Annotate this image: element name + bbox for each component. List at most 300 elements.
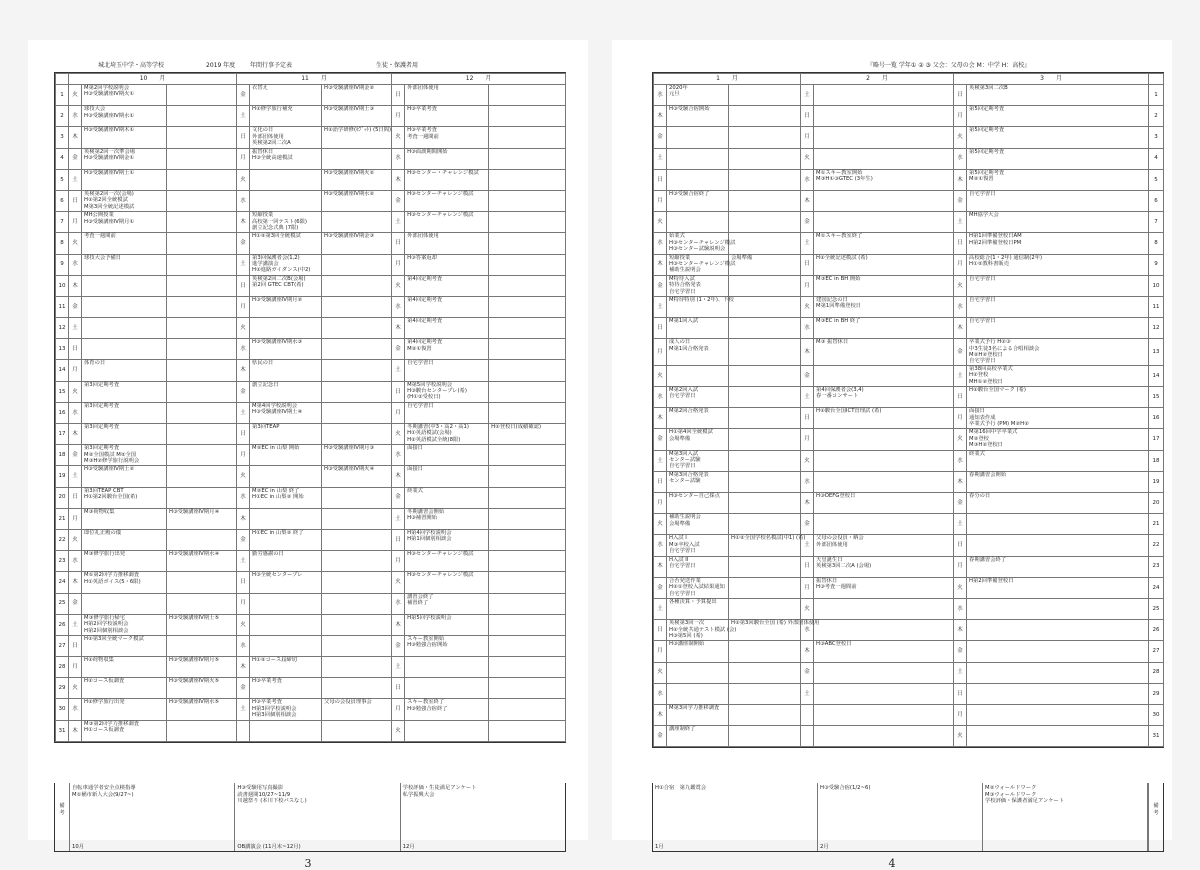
event-line: 英検第2回二次A [252, 140, 291, 147]
day-number: 15 [56, 381, 69, 402]
event-cell-oct-extra [167, 381, 237, 402]
event-line: 自宅学習日 [969, 296, 996, 303]
event-line: 春分の日 [969, 493, 991, 499]
event-cell-jan [667, 408, 729, 429]
event-line: H③受験講座Ⅳ期木① [84, 127, 135, 134]
event-cell-jan-extra [729, 429, 801, 450]
event-line: H第1回個別相談会 [407, 536, 452, 543]
event-line: M③EC in BH 開始 [816, 275, 861, 282]
event-cell-nov [250, 551, 322, 572]
event-cell-jan [667, 190, 729, 211]
weekday: 月 [237, 593, 250, 614]
weekday: 火 [954, 726, 967, 747]
event-line: 面接日 [969, 408, 985, 415]
event-line: MH公開授業 [84, 212, 114, 219]
event-cell-oct-extra [167, 169, 237, 190]
weekday: 土 [954, 514, 967, 535]
right-calendar-table [653, 73, 1164, 747]
event-cell-feb [814, 450, 954, 471]
weekday: 水 [801, 169, 814, 190]
day-row [654, 683, 1164, 704]
day-row [56, 190, 566, 211]
event-line: H③受験講座Ⅳ期火① [84, 91, 135, 98]
event-line: H②修学旅行補充 [252, 106, 293, 113]
event-cell-oct [82, 381, 167, 402]
note-line: 川越祭り (本川下校バスなし) [237, 798, 307, 804]
event-cell-mar [967, 190, 1149, 211]
event-cell-oct-extra [167, 720, 237, 741]
event-line: 第38回高校卒業式 [969, 365, 1013, 372]
event-cell-jan-extra [729, 212, 801, 233]
event-cell-oct-extra [167, 127, 237, 148]
event-cell-oct-extra [167, 254, 237, 275]
event-cell-nov [250, 275, 322, 296]
event-cell-dec [405, 360, 489, 381]
event-cell-nov [250, 508, 322, 529]
event-line: H③センター・チャレンジ模試 [407, 169, 479, 176]
day-row [56, 275, 566, 296]
weekday: 土 [654, 450, 667, 471]
event-line: H②修学旅行出発 [84, 699, 125, 706]
event-line: H③卒業考査 [252, 678, 282, 685]
event-line: M③荷物収集 [84, 508, 115, 515]
event-cell-jan [667, 683, 729, 704]
weekday: 木 [654, 704, 667, 725]
month-header-jan: 1 月 [654, 74, 801, 85]
event-cell-oct-extra: H③受験講座Ⅳ期月⑤ [167, 657, 237, 678]
weekday: 木 [237, 212, 250, 233]
weekday: 金 [954, 190, 967, 211]
event-line: M第3回合格発表 [669, 471, 709, 478]
day-row [56, 106, 566, 127]
weekday: 火 [801, 450, 814, 471]
day-row [654, 127, 1164, 148]
event-line: M③卒校入試 [669, 541, 700, 548]
event-line: 外部団体使用 [407, 233, 439, 240]
weekday: 木 [69, 275, 82, 296]
day-row [56, 148, 566, 169]
day-row [654, 339, 1164, 366]
weekday: 土 [69, 466, 82, 487]
event-line: 英検第2回二次B(会場) [252, 275, 306, 282]
month-header-row [654, 74, 1164, 85]
weekday: 月 [801, 127, 814, 148]
event-cell-dec [405, 190, 489, 211]
event-line: センター試験 [669, 457, 701, 464]
event-line: M第4回学校説明会 [252, 402, 298, 409]
event-cell-nov-extra [322, 424, 392, 445]
weekday: 日 [237, 572, 250, 593]
day-number: 7 [1149, 212, 1164, 233]
day-row [56, 572, 566, 593]
left-page [28, 40, 588, 870]
event-cell-jan-extra [729, 493, 801, 514]
day-row [56, 233, 566, 254]
event-line: M第3回学力推移調査 [669, 704, 720, 711]
event-line: H③駿台センタープレ(希) [407, 388, 467, 395]
event-cell-feb [814, 408, 954, 429]
weekday: 水 [237, 487, 250, 508]
weekday: 木 [392, 318, 405, 339]
event-line: 自宅学習日 [407, 402, 434, 409]
event-line: 通知表作成 [969, 414, 996, 421]
weekday: 土 [237, 699, 250, 720]
event-line: H第1回準備登校日AM [969, 233, 1022, 240]
event-cell-dec [405, 402, 489, 423]
weekday: 日 [954, 85, 967, 106]
event-line: H第4回学校説明会 [407, 529, 452, 536]
weekday: 土 [237, 551, 250, 572]
weekday: 月 [237, 296, 250, 317]
weekday: 月 [654, 493, 667, 514]
weekday: 水 [392, 296, 405, 317]
event-cell-jan-extra: 会場準備 [729, 254, 801, 275]
weekday: 火 [69, 678, 82, 699]
weekday: 火 [237, 169, 250, 190]
event-line: M③修学旅行帰宅 [84, 614, 126, 621]
event-line: 補助生説明会 [669, 514, 701, 521]
event-line: H第2回準備登校日PM [969, 239, 1022, 246]
day-row [56, 254, 566, 275]
event-cell-nov-extra [322, 529, 392, 550]
event-cell-nov-extra: H③受験講座Ⅳ期火④ [322, 466, 392, 487]
weekday: 土 [392, 657, 405, 678]
event-cell-mar [967, 212, 1149, 233]
event-cell-feb [814, 726, 954, 747]
day-row [56, 339, 566, 360]
event-cell-nov-extra [322, 360, 392, 381]
event-line: H③第5回 (希) [669, 632, 703, 639]
event-cell-oct [82, 508, 167, 529]
weekday: 木 [954, 318, 967, 339]
event-cell-jan [667, 514, 729, 535]
weekday: 土 [654, 148, 667, 169]
event-cell-nov [250, 657, 322, 678]
event-line: 天皇誕生日 [816, 556, 843, 563]
event-cell-feb [814, 85, 954, 106]
event-line: 建国記念の日 [816, 296, 848, 303]
event-cell-feb [814, 318, 954, 339]
event-cell-jan [667, 339, 729, 366]
event-cell-dec [405, 614, 489, 635]
event-line: 自宅学習日 [669, 548, 696, 555]
event-line: 自宅学習日 [969, 358, 996, 365]
weekday: 日 [801, 556, 814, 577]
event-line: 第3回定期考査 [84, 424, 120, 430]
day-number: 13 [56, 339, 69, 360]
event-cell-oct-extra: H③受験講座Ⅳ期水⑤ [167, 699, 237, 720]
event-cell-jan [667, 493, 729, 514]
event-line: 第4回定期考査 [407, 318, 443, 325]
event-cell-jan-extra [729, 683, 801, 704]
notes-label: 備 考 [55, 783, 70, 851]
note-footer: 2月 [820, 843, 829, 850]
weekday: 火 [801, 598, 814, 619]
event-line: 春一番コンサート [816, 393, 859, 400]
day-row [56, 657, 566, 678]
event-line: H③ABC登校日 [816, 641, 852, 648]
event-cell-oct [82, 720, 167, 741]
event-line: H入試 II [669, 556, 689, 563]
event-cell-dec [405, 254, 489, 275]
event-line: 自宅学習日 [969, 190, 996, 197]
event-line: H①第4回全統模試 [669, 429, 713, 436]
day-number: 29 [1149, 683, 1164, 704]
event-cell-nov [250, 445, 322, 466]
day-number: 23 [56, 551, 69, 572]
event-line: M③H②登校日 [969, 442, 1003, 449]
event-cell-nov [250, 699, 322, 720]
weekday: 金 [801, 514, 814, 535]
event-line: M特待入試 [669, 275, 695, 282]
event-cell-feb [814, 683, 954, 704]
event-cell-nov [250, 487, 322, 508]
event-cell-dec [405, 275, 489, 296]
day-row [56, 593, 566, 614]
weekday: 月 [954, 408, 967, 429]
event-cell-dec-extra [489, 529, 566, 550]
event-line: M第2回合格発表 [669, 408, 709, 415]
event-cell-oct-extra [167, 275, 237, 296]
weekday [801, 726, 814, 747]
note-line: 学校評価・生徒満足アンケート [402, 785, 477, 791]
event-line: 卒業式予行 H②③ [969, 339, 1011, 346]
weekday: 木 [654, 408, 667, 429]
event-cell-dec [405, 296, 489, 317]
event-line: H①②教科書販売 [969, 260, 1009, 267]
event-cell-dec-extra [489, 657, 566, 678]
event-line: H③答案返却 [407, 254, 437, 261]
event-cell-jan [667, 704, 729, 725]
weekday: 月 [392, 699, 405, 720]
event-cell-jan-extra [729, 275, 801, 296]
day-number: 14 [1149, 365, 1164, 386]
event-cell-nov-extra [322, 551, 392, 572]
event-cell-mar [967, 493, 1149, 514]
event-cell-oct-extra [167, 339, 237, 360]
event-line: 始業式 [669, 233, 685, 240]
event-cell-mar [967, 275, 1149, 296]
event-cell-nov [250, 381, 322, 402]
day-number: 27 [1149, 641, 1164, 662]
event-cell-dec-extra [489, 127, 566, 148]
event-cell-oct-extra [167, 593, 237, 614]
event-cell-jan [667, 556, 729, 577]
weekday: 水 [654, 387, 667, 408]
event-cell-feb [814, 704, 954, 725]
weekday: 水 [392, 593, 405, 614]
event-line: センター試験 [669, 478, 701, 485]
day-number: 12 [1149, 318, 1164, 339]
event-cell-dec-extra [489, 106, 566, 127]
day-number: 21 [56, 508, 69, 529]
event-cell-jan [667, 535, 729, 556]
event-cell-dec [405, 85, 489, 106]
event-cell-mar [967, 106, 1149, 127]
event-cell-mar [967, 318, 1149, 339]
left-notes [54, 783, 566, 852]
event-cell-oct [82, 190, 167, 211]
event-cell-nov-extra: H③受験講座Ⅳ期月③ [322, 445, 392, 466]
event-line: H③受験講座Ⅳ期月② [252, 296, 303, 303]
event-line: M第1回入試 [669, 318, 699, 325]
event-cell-dec-extra [489, 254, 566, 275]
day-row [654, 726, 1164, 747]
event-cell-feb [814, 296, 954, 317]
event-cell-jan-extra [729, 127, 801, 148]
event-cell-nov [250, 678, 322, 699]
event-line: 卒業式予行 (PM) M②H② [969, 421, 1029, 428]
event-line: M②登校 [969, 435, 989, 442]
event-cell-dec-extra [489, 360, 566, 381]
event-cell-nov [250, 127, 322, 148]
event-cell-oct [82, 699, 167, 720]
event-line: 自宅学習日 [969, 275, 996, 282]
day-row [654, 254, 1164, 275]
right-notes [652, 783, 1164, 852]
event-cell-nov [250, 254, 322, 275]
event-line: H③卒業考査 [252, 699, 282, 706]
weekday: 水 [954, 296, 967, 317]
weekday: 火 [801, 296, 814, 317]
event-cell-dec [405, 169, 489, 190]
event-cell-mar [967, 577, 1149, 598]
weekday: 水 [69, 106, 82, 127]
day-number: 29 [56, 678, 69, 699]
event-cell-oct-extra [167, 318, 237, 339]
event-cell-feb [814, 577, 954, 598]
event-line: H③受験講座Ⅳ期土② [84, 466, 135, 473]
day-number: 31 [1149, 726, 1164, 747]
event-cell-mar [967, 429, 1149, 450]
event-cell-oct [82, 445, 167, 466]
event-line: 体育の日 [84, 360, 106, 367]
event-cell-feb [814, 598, 954, 619]
event-cell-nov [250, 106, 322, 127]
day-row [654, 318, 1164, 339]
event-cell-dec-extra [489, 508, 566, 529]
event-cell-mar [967, 556, 1149, 577]
day-row [56, 381, 566, 402]
event-cell-nov-extra [322, 508, 392, 529]
event-cell-oct [82, 360, 167, 381]
event-cell-oct-extra [167, 529, 237, 550]
event-line: 第2回 GTEC CBT(希) [252, 282, 304, 289]
month-header-row [56, 74, 566, 85]
day-number: 17 [1149, 429, 1164, 450]
weekday: 金 [801, 212, 814, 233]
event-cell-mar [967, 387, 1149, 408]
day-row [654, 598, 1164, 619]
event-cell-nov-extra [322, 381, 392, 402]
day-row [654, 212, 1164, 233]
event-line: M②H②登校日 [969, 352, 1003, 359]
day-number: 25 [1149, 598, 1164, 619]
day-row [56, 529, 566, 550]
event-cell-mar [967, 408, 1149, 429]
event-cell-nov-extra: H③受験講座Ⅳ期土③ [322, 106, 392, 127]
event-line: H第3回個別相談会 [252, 712, 297, 719]
event-cell-nov-extra [322, 635, 392, 656]
event-line: 会場準備 [669, 520, 691, 527]
day-row [56, 635, 566, 656]
day-row [654, 662, 1164, 683]
day-number: 9 [1149, 254, 1164, 275]
event-cell-jan-extra [729, 339, 801, 366]
day-number: 8 [56, 233, 69, 254]
note-line: M③ウォールドワーク [985, 791, 1037, 798]
weekday: 水 [954, 148, 967, 169]
weekday: 金 [654, 127, 667, 148]
weekday: 土 [954, 662, 967, 683]
weekday: 土 [801, 387, 814, 408]
day-row [56, 699, 566, 720]
event-cell-oct [82, 593, 167, 614]
abbreviation-legend: 『略号一覧 学年① ② ③ 父会：父母の会 M：中学 H：高校』 [867, 62, 1031, 69]
day-number: 19 [1149, 471, 1164, 492]
event-cell-nov-extra [322, 593, 392, 614]
event-cell-nov [250, 85, 322, 106]
event-cell-jan [667, 212, 729, 233]
weekday: 火 [954, 429, 967, 450]
weekday: 月 [392, 106, 405, 127]
event-cell-dec [405, 529, 489, 550]
event-cell-jan [667, 577, 729, 598]
day-row [654, 85, 1164, 106]
event-cell-dec [405, 424, 489, 445]
event-cell-dec-extra [489, 572, 566, 593]
day-number: 20 [1149, 493, 1164, 514]
note-line: 学校評価・保護者満足アンケート [985, 798, 1065, 804]
weekday: 木 [654, 106, 667, 127]
weekday: 土 [654, 296, 667, 317]
weekday: 土 [392, 212, 405, 233]
note-line: M①桶市新人大会(9/27~) [72, 791, 134, 798]
weekday: 日 [69, 339, 82, 360]
event-cell-dec-extra [489, 614, 566, 635]
weekday: 金 [654, 275, 667, 296]
note-line: 読書週間10/27~11/9 [237, 791, 291, 798]
event-line: H③受験講座Ⅳ期土④ [252, 409, 303, 416]
day-row [654, 450, 1164, 471]
weekday: 日 [654, 620, 667, 641]
event-line: 英検第2回一次準会場 [84, 148, 136, 155]
event-line: M第5回学校説明会 [407, 381, 453, 388]
weekday: 木 [392, 614, 405, 635]
event-cell-dec-extra [489, 678, 566, 699]
event-line: M③EC in BH 終了 [816, 318, 861, 325]
event-cell-oct-extra [167, 424, 237, 445]
weekday: 土 [801, 683, 814, 704]
weekday: 月 [237, 148, 250, 169]
event-cell-jan [667, 233, 736, 254]
weekday: 土 [392, 508, 405, 529]
event-cell-dec-extra [489, 148, 566, 169]
event-line: M②全国模試 M②全国 [84, 451, 137, 458]
day-number: 20 [56, 487, 69, 508]
note-footer: 12月 [402, 843, 415, 850]
day-row [56, 85, 566, 106]
event-line: H③講座制開始 [669, 641, 705, 648]
event-cell-dec-extra [489, 381, 566, 402]
weekday: 水 [654, 683, 667, 704]
event-line: 合否発送作業 [669, 577, 701, 584]
day-row [654, 641, 1164, 662]
weekday: 月 [801, 577, 814, 598]
day-number: 21 [1149, 514, 1164, 535]
note-line: H①合宿 第九鑑賞会 [655, 785, 707, 791]
event-cell-dec-extra [489, 296, 566, 317]
